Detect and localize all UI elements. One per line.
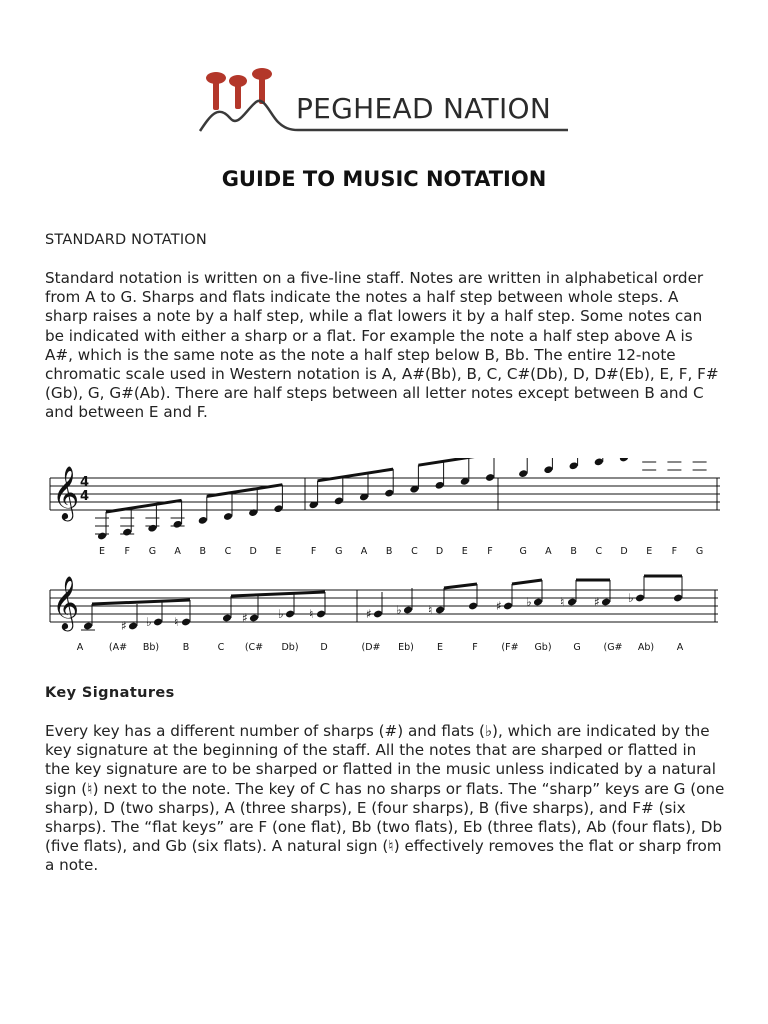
note-label: Ab) bbox=[637, 642, 655, 653]
note-label: D bbox=[320, 642, 328, 653]
note-label: C bbox=[224, 546, 232, 557]
accidental-icon: ♮ bbox=[560, 595, 565, 609]
note-beam bbox=[318, 469, 394, 481]
section-heading-standard-notation: STANDARD NOTATION bbox=[45, 232, 207, 248]
chromatic-scale-staff bbox=[40, 568, 730, 658]
note-label: D bbox=[620, 546, 628, 557]
note-label: (C# bbox=[244, 642, 264, 653]
note-label: Gb) bbox=[534, 642, 552, 653]
note-beam bbox=[512, 580, 542, 584]
note-head bbox=[619, 458, 629, 462]
note-label: Eb) bbox=[398, 642, 414, 653]
note-label: C bbox=[217, 642, 225, 653]
accidental-icon: ♭ bbox=[278, 607, 284, 621]
accidental-icon: ♭ bbox=[396, 603, 402, 617]
accidental-icon: ♯ bbox=[496, 599, 502, 613]
note-label: B bbox=[199, 546, 207, 557]
note-beam bbox=[444, 584, 477, 588]
treble-clef-icon: 𝄞 bbox=[52, 465, 80, 519]
section-heading-key-signatures: Key Signatures bbox=[45, 685, 175, 701]
note-label: E bbox=[436, 642, 444, 653]
accidental-icon: ♮ bbox=[174, 615, 179, 629]
note-label: (D# bbox=[361, 642, 381, 653]
accidental-icon: ♭ bbox=[146, 615, 152, 629]
note-label: F bbox=[472, 642, 478, 653]
brand-name: PEGHEAD NATION bbox=[296, 92, 552, 125]
note-label: (A# bbox=[108, 642, 128, 653]
note-label: A bbox=[545, 546, 552, 557]
note-label: G bbox=[573, 642, 581, 653]
treble-clef-icon: 𝄞 bbox=[52, 575, 80, 629]
note-label: D bbox=[435, 546, 444, 557]
time-signature-bottom: 4 bbox=[80, 489, 90, 504]
note-label: (G# bbox=[603, 642, 623, 653]
note-label: E bbox=[461, 546, 468, 557]
note-beam bbox=[92, 600, 190, 604]
note-label: F bbox=[487, 546, 493, 557]
note-label: (F# bbox=[501, 642, 519, 653]
accidental-icon: ♭ bbox=[526, 595, 532, 609]
note-label: F bbox=[124, 546, 130, 557]
note-label: G bbox=[148, 546, 157, 557]
note-label: D bbox=[249, 546, 257, 557]
note-label: A bbox=[360, 546, 368, 557]
accidental-icon: ♯ bbox=[594, 595, 600, 609]
page-title: GUIDE TO MUSIC NOTATION bbox=[221, 167, 547, 191]
natural-scale-staff bbox=[40, 458, 730, 558]
note-beam bbox=[418, 458, 494, 465]
accidental-icon: ♯ bbox=[366, 607, 372, 621]
note-label: F bbox=[310, 546, 317, 557]
note-label: A bbox=[676, 642, 684, 653]
note-label: G bbox=[335, 546, 343, 557]
note-label: Db) bbox=[281, 642, 299, 653]
accidental-icon: ♭ bbox=[628, 591, 634, 605]
note-label: G bbox=[519, 546, 527, 557]
note-label: B bbox=[385, 546, 393, 557]
note-head bbox=[644, 458, 654, 459]
note-beam bbox=[231, 592, 325, 596]
time-signature-top: 4 bbox=[80, 475, 90, 490]
standard-notation-paragraph: Standard notation is written on a five-line staff. Notes are written in alphabetical order from A to G. Sharps and flats indicate the notes a half step between whole steps. A sharp raises a note by a half step, while a flat lowers it by a half step. Some notes can be indicated with either a sharp or a flat. For example the note a half step above A is A#, which is the same note as the note a half step below B, Bb. The entire 12-note chromatic scale used in Western notation is A, A#(Bb), B, C, C#(Db), D, D#(Eb), E, F, F#(Gb), G, G#(Ab). There are half steps between all letter notes except between B and C and between E and F. bbox=[45, 269, 719, 422]
note-label: Bb) bbox=[142, 642, 160, 653]
note-label: E bbox=[275, 546, 282, 557]
note-label: G bbox=[695, 546, 704, 557]
note-label: E bbox=[98, 546, 106, 557]
note-label: C bbox=[411, 546, 418, 557]
note-label: B bbox=[182, 642, 190, 653]
accidental-icon: ♮ bbox=[428, 603, 433, 617]
accidental-icon: ♯ bbox=[121, 619, 127, 633]
accidental-icon: ♯ bbox=[242, 611, 248, 625]
key-signatures-paragraph: Every key has a different number of sharps (#) and flats (♭), which are indicated by the key signature at the beginning of the staff. All the notes that are sharped or flatted in the key signature are to be sharped or flatted in the music unless indicated by a natural sign (♮) next to the note. The key of C has no sharps or flats. The “sharp” keys are G (one sharp), D (two sharps), A (three sharps), E (four sharps), B (five sharps), and F# (six sharps). The “flat keys” are F (one flat), Bb (two flats), Eb (three flats), Ab (four flats), Db (five flats), and Gb (six flats). A natural sign (♮) effectively removes the flat or sharp from a note. bbox=[45, 722, 725, 875]
note-label: A bbox=[76, 642, 84, 653]
note-label: B bbox=[570, 546, 577, 557]
note-label: A bbox=[174, 546, 181, 557]
note-label: C bbox=[595, 546, 603, 557]
note-label: E bbox=[646, 546, 653, 557]
note-label: F bbox=[671, 546, 678, 557]
accidental-icon: ♮ bbox=[309, 607, 314, 621]
